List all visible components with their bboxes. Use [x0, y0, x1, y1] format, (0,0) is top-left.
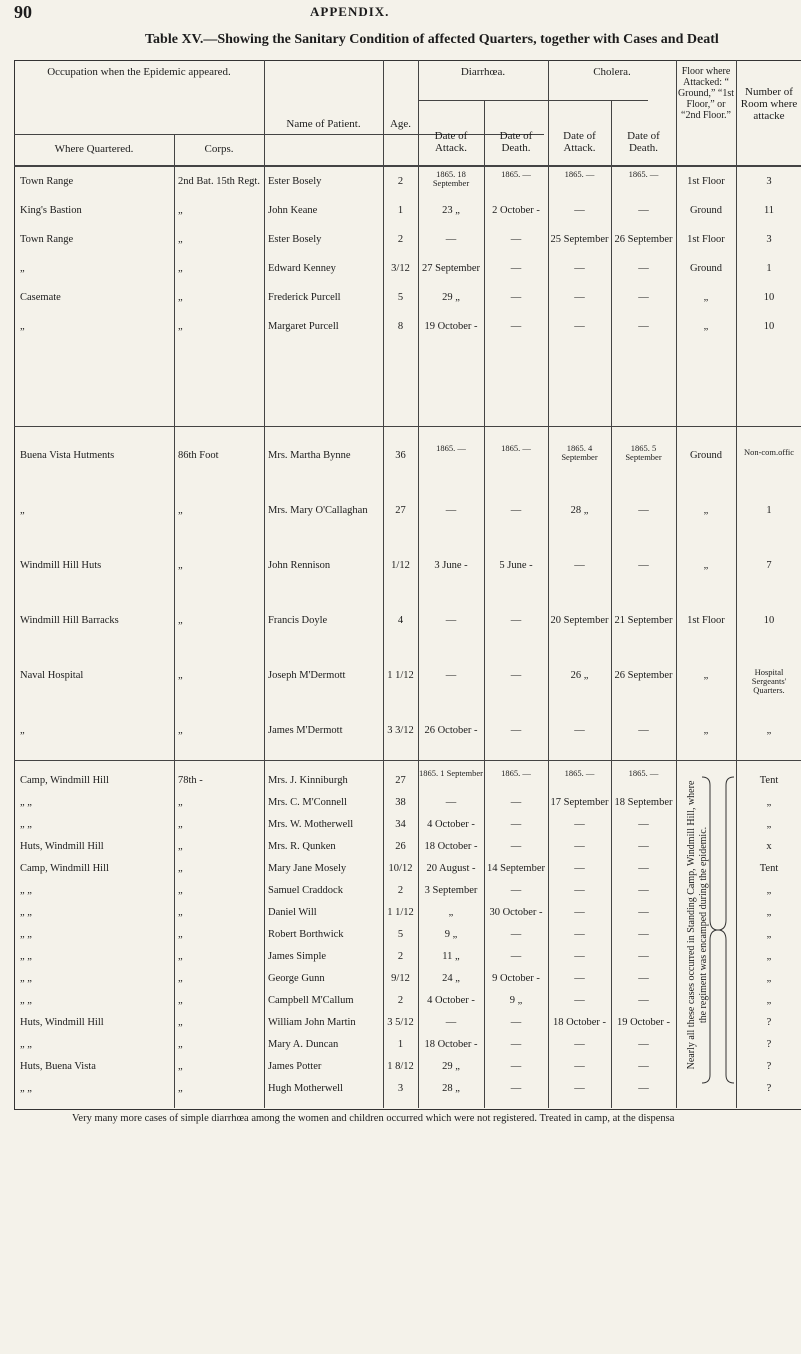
cell-age: 3/12 [391, 263, 410, 274]
cell-age: 5 [397, 929, 404, 940]
cell-dd: 1865. — [501, 443, 531, 453]
cell-da: 11 „ [442, 951, 460, 962]
cell-dd: — [510, 951, 522, 962]
cell-where: „ „ [20, 907, 32, 918]
cell-dd: 14 September [486, 863, 546, 874]
cell-ca: 20 September [550, 615, 609, 626]
cell-age: 2 [397, 995, 404, 1006]
cell-cd: — [638, 929, 649, 940]
header-where-quartered: Where Quartered. [54, 143, 134, 155]
cell-room: 10 [763, 292, 775, 303]
cell-floor: 1st Floor [687, 234, 725, 245]
cell-da: 3 September [424, 885, 478, 896]
cell-age: 9/12 [391, 973, 410, 984]
cell-ca: 1865. 4 September [561, 443, 598, 462]
cell-room: „ [766, 819, 772, 830]
cell-ca: — [574, 725, 585, 736]
cell-corps: „ [178, 725, 183, 736]
cell-da: 1865. 18 September [432, 169, 470, 188]
cell-da: „ [448, 907, 454, 918]
cell-da: 29 „ [442, 292, 460, 303]
cell-dd: 5 June - [499, 560, 533, 571]
cell-name: James Potter [268, 1061, 322, 1072]
cell-dd: — [510, 819, 522, 830]
group3-note: Nearly all these cases occurred in Standing Camp, Windmill Hill, where the regiment was encamped during the epidemic. [686, 780, 709, 1070]
cell-da: 29 „ [442, 1061, 460, 1072]
cell-ca: 17 September [550, 797, 609, 808]
cell-age: 3 5/12 [387, 1017, 414, 1028]
cell-age: 8 [397, 321, 404, 332]
cell-age: 1 1/12 [387, 670, 414, 681]
cell-cd: — [638, 505, 649, 516]
header-corps: Corps. [204, 143, 234, 155]
cell-name: Frederick Purcell [268, 292, 341, 303]
header-diarrhoea-attack: Date of Attack. [434, 130, 468, 154]
cell-cd: 26 September [614, 234, 673, 245]
cell-dd: — [510, 841, 522, 852]
cell-da: — [445, 234, 457, 245]
cell-name: James Simple [268, 951, 327, 962]
cell-da: 4 October - [427, 819, 475, 830]
cell-room: „ [766, 929, 772, 940]
cell-ca: — [574, 205, 585, 216]
cell-da: 23 „ [442, 205, 460, 216]
cell-da: 18 October - [424, 1039, 478, 1050]
running-head: APPENDIX. [310, 4, 390, 19]
header-floor: Floor where Attacked: “ Ground,” “1st Floor,” or “2nd Floor.” [677, 66, 735, 121]
cell-ca: 28 „ [570, 505, 589, 516]
cell-floor: 1st Floor [687, 176, 725, 187]
cell-ca: 1865. — [564, 768, 595, 778]
col-rule [264, 60, 265, 1108]
cell-ca: — [574, 885, 585, 896]
cell-name: John Rennison [268, 560, 331, 571]
cell-cd: — [638, 1083, 649, 1094]
cell-name: Daniel Will [268, 907, 317, 918]
cell-room: ? [766, 1039, 772, 1050]
cell-cd: — [638, 819, 649, 830]
table-title: Table XV.—Showing the Sanitary Condition of affected Quarters, together with Cases and Deatl [145, 32, 719, 47]
cell-cd: — [638, 1061, 649, 1072]
cell-da: 1865. 1 September [419, 768, 483, 778]
cell-where: „ „ [20, 973, 32, 984]
cell-ca: — [574, 1039, 585, 1050]
cell-where: Huts, Windmill Hill [20, 841, 104, 852]
cell-where: „ „ [20, 995, 32, 1006]
cell-name: Mary Jane Mosely [268, 863, 347, 874]
cell-room: Tent [759, 775, 779, 786]
cell-ca: — [574, 1061, 585, 1072]
cell-where: Buena Vista Hutments [20, 450, 115, 461]
cell-where: Camp, Windmill Hill [20, 775, 109, 786]
cell-corps: „ [178, 292, 183, 303]
cell-cd: — [638, 725, 649, 736]
cell-cd: — [638, 995, 649, 1006]
cell-where: „ „ [20, 1039, 32, 1050]
cell-room: „ [766, 973, 772, 984]
header-diarrhoea-death: Date of Death. [499, 130, 533, 154]
cell-name: Samuel Craddock [268, 885, 343, 896]
cell-room: ? [766, 1017, 772, 1028]
cell-name: George Gunn [268, 973, 325, 984]
cell-da: — [445, 797, 457, 808]
cell-dd: — [510, 725, 522, 736]
cell-age: 27 [395, 775, 406, 786]
header-rule [418, 100, 648, 101]
cell-corps: „ [178, 797, 183, 808]
group3-braces [700, 775, 736, 1085]
cell-room: x [766, 841, 772, 852]
cell-room: 10 [763, 615, 775, 626]
cell-corps: „ [178, 863, 183, 874]
cell-room: „ [766, 797, 772, 808]
cell-floor: Ground [689, 263, 723, 274]
cell-room: 11 [763, 205, 775, 216]
cell-cd: 26 September [614, 670, 673, 681]
cell-room: Tent [759, 863, 779, 874]
cell-name: William John Martin [268, 1017, 356, 1028]
cell-ca: 18 October - [552, 1017, 607, 1028]
header-room: Number of Room where attacke [740, 86, 798, 122]
cell-cd: 19 October - [616, 1017, 671, 1028]
cell-where: „ [20, 725, 25, 736]
cell-where: „ [20, 263, 25, 274]
cell-room: „ [766, 885, 772, 896]
cell-floor: Ground [689, 205, 723, 216]
cell-room: 1 [766, 263, 772, 274]
cell-where: Town Range [20, 234, 74, 245]
cell-floor: 1st Floor [687, 615, 725, 626]
cell-floor: „ [703, 725, 709, 736]
cell-room: „ [766, 907, 772, 918]
cell-name: Mrs. Martha Bynne [268, 450, 351, 461]
cell-floor: „ [703, 670, 709, 681]
cell-age: 2 [397, 951, 404, 962]
cell-floor: „ [703, 321, 709, 332]
cell-where: „ „ [20, 1083, 32, 1094]
cell-where: „ „ [20, 929, 32, 940]
cell-room: ? [766, 1083, 772, 1094]
cell-age: 38 [395, 797, 406, 808]
cell-da: 19 October - [424, 321, 478, 332]
cell-cd: 21 September [614, 615, 673, 626]
cell-da: 18 October - [424, 841, 478, 852]
cell-corps: „ [178, 885, 183, 896]
cell-ca: 25 September [550, 234, 609, 245]
cell-dd: — [510, 1017, 522, 1028]
cell-dd: — [510, 263, 522, 274]
cell-corps: „ [178, 263, 183, 274]
cell-da: — [445, 670, 457, 681]
cell-ca: — [574, 951, 585, 962]
cell-name: Campbell M'Callum [268, 995, 354, 1006]
cell-where: „ „ [20, 797, 32, 808]
cell-where: „ [20, 505, 25, 516]
cell-ca: — [574, 819, 585, 830]
cell-age: 2 [397, 885, 404, 896]
cell-age: 26 [395, 841, 406, 852]
cell-name: Ester Bosely [268, 176, 322, 187]
cell-corps: „ [178, 234, 183, 245]
cell-name: John Keane [268, 205, 318, 216]
cell-room: „ [766, 951, 772, 962]
cell-corps: 86th Foot [178, 450, 219, 461]
cell-room: ? [766, 1061, 772, 1072]
cell-corps: „ [178, 615, 183, 626]
cell-room: 3 [766, 234, 772, 245]
cell-da: — [445, 505, 457, 516]
cell-corps: 2nd Bat. 15th Regt. [178, 176, 260, 187]
cell-where: Huts, Windmill Hill [20, 1017, 104, 1028]
cell-where: Huts, Buena Vista [20, 1061, 96, 1072]
header-occupation: Occupation when the Epidemic appeared. [47, 66, 231, 78]
cell-room: 7 [766, 560, 772, 571]
cell-name: Joseph M'Dermott [268, 670, 346, 681]
col-rule [676, 60, 677, 1108]
cell-cd: — [638, 321, 649, 332]
cell-da: 24 „ [442, 973, 460, 984]
cell-age: 5 [397, 292, 404, 303]
cell-name: James M'Dermott [268, 725, 343, 736]
header-cholera: Cholera. [593, 66, 631, 78]
cell-corps: „ [178, 1061, 183, 1072]
cell-dd: — [510, 292, 522, 303]
cell-corps: 78th - [178, 775, 203, 786]
cell-cd: — [638, 973, 649, 984]
cell-dd: 2 October - [492, 205, 540, 216]
col-rule [174, 134, 175, 1108]
cell-corps: „ [178, 321, 183, 332]
cell-room: 1 [766, 505, 772, 516]
cell-age: 1 [397, 205, 404, 216]
cell-cd: — [638, 907, 649, 918]
cell-dd: 9 October - [492, 973, 540, 984]
header-cholera-attack: Date of Attack. [563, 130, 596, 154]
cell-ca: — [574, 292, 585, 303]
cell-cd: — [638, 885, 649, 896]
cell-ca: 26 „ [570, 670, 589, 681]
cell-da: — [445, 615, 457, 626]
cell-name: Ester Bosely [268, 234, 322, 245]
cell-cd: 1865. 5 September [625, 443, 662, 462]
cell-room: 3 [766, 176, 772, 187]
cell-cd: — [638, 263, 649, 274]
cell-cd: — [638, 292, 649, 303]
cell-age: 1/12 [391, 560, 410, 571]
cell-where: „ „ [20, 819, 32, 830]
cell-dd: 1865. — [501, 169, 531, 179]
cell-name: Mrs. J. Kinniburgh [268, 775, 348, 786]
header-diarrhoea: Diarrhœa. [460, 66, 506, 78]
cell-da: 26 October - [424, 725, 478, 736]
cell-dd: 30 October - [489, 907, 543, 918]
cell-da: 9 „ [444, 929, 458, 940]
cell-age: 4 [397, 615, 404, 626]
cell-corps: „ [178, 670, 183, 681]
cell-where: „ „ [20, 951, 32, 962]
cell-name: Hugh Motherwell [268, 1083, 343, 1094]
cell-dd: — [510, 615, 522, 626]
cell-floor: „ [703, 505, 709, 516]
cell-dd: 1865. — [501, 768, 531, 778]
cell-corps: „ [178, 1039, 183, 1050]
cell-age: 34 [395, 819, 406, 830]
cell-name: Mary A. Duncan [268, 1039, 339, 1050]
footnote: Very many more cases of simple diarrhœa among the women and children occurred which were not registered. Treated in camp, at the dispensa [72, 1113, 675, 1124]
cell-age: 27 [395, 505, 406, 516]
cell-cd: — [638, 841, 649, 852]
cell-da: 20 August - [426, 863, 476, 874]
cell-ca: — [574, 973, 585, 984]
cell-da: 1865. — [436, 443, 466, 453]
cell-ca: — [574, 907, 585, 918]
page-number: 90 [14, 2, 32, 22]
cell-name: Edward Kenney [268, 263, 336, 274]
cell-room: 10 [763, 321, 775, 332]
cell-where: „ [20, 321, 25, 332]
cell-where: „ „ [20, 885, 32, 896]
cell-name: Mrs. C. M'Connell [268, 797, 347, 808]
cell-da: — [445, 1017, 457, 1028]
cell-age: 3 [397, 1083, 404, 1094]
cell-cd: — [638, 205, 649, 216]
cell-dd: — [510, 670, 522, 681]
cell-cd: — [638, 951, 649, 962]
header-age: Age. [389, 118, 412, 130]
cell-ca: — [574, 929, 585, 940]
cell-cd: 18 September [614, 797, 673, 808]
cell-corps: „ [178, 505, 183, 516]
cell-dd: — [510, 885, 522, 896]
cell-cd: 1865. — [628, 169, 659, 179]
cell-where: Town Range [20, 176, 74, 187]
cell-ca: — [574, 321, 585, 332]
header-name: Name of Patient. [286, 118, 361, 130]
cell-cd: — [638, 863, 649, 874]
cell-dd: — [510, 1061, 522, 1072]
cell-da: 4 October - [427, 995, 475, 1006]
cell-where: Windmill Hill Barracks [20, 615, 119, 626]
header-cholera-death: Date of Death. [627, 130, 660, 154]
cell-floor: Ground [689, 450, 723, 461]
cell-dd: — [510, 797, 522, 808]
cell-dd: — [510, 321, 522, 332]
cell-age: 1 [397, 1039, 404, 1050]
cell-cd: — [638, 1039, 649, 1050]
cell-age: 1 8/12 [387, 1061, 414, 1072]
cell-dd: — [510, 1039, 522, 1050]
cell-age: 10/12 [388, 863, 413, 874]
cell-where: King's Bastion [20, 205, 82, 216]
cell-da: 28 „ [442, 1083, 460, 1094]
cell-ca: — [574, 841, 585, 852]
cell-dd: — [510, 1083, 522, 1094]
cell-ca: — [574, 1083, 585, 1094]
cell-where: Windmill Hill Huts [20, 560, 102, 571]
cell-corps: „ [178, 560, 183, 571]
group-rule [14, 760, 801, 761]
cell-ca: — [574, 863, 585, 874]
cell-name: Robert Borthwick [268, 929, 344, 940]
cell-ca: 1865. — [564, 169, 595, 179]
cell-name: Mrs. W. Motherwell [268, 819, 354, 830]
cell-room: „ [766, 725, 772, 736]
cell-da: 27 September [421, 263, 481, 274]
cell-ca: — [574, 995, 585, 1006]
cell-cd: — [638, 560, 649, 571]
cell-dd: — [510, 234, 522, 245]
cell-corps: „ [178, 1017, 183, 1028]
cell-room: Non-com.offic [743, 447, 795, 457]
cell-corps: „ [178, 1083, 183, 1094]
cell-corps: „ [178, 907, 183, 918]
cell-corps: „ [178, 995, 183, 1006]
cell-floor: „ [703, 560, 709, 571]
cell-where: Casemate [20, 292, 61, 303]
cell-corps: „ [178, 973, 183, 984]
cell-ca: — [574, 560, 585, 571]
cell-corps: „ [178, 819, 183, 830]
cell-corps: „ [178, 929, 183, 940]
cell-age: 2 [397, 176, 404, 187]
cell-dd: 9 „ [509, 995, 523, 1006]
cell-where: Naval Hospital [20, 670, 84, 681]
cell-where: Camp, Windmill Hill [20, 863, 109, 874]
cell-name: Mrs. R. Qunken [268, 841, 336, 852]
cell-dd: — [510, 929, 522, 940]
group-rule [14, 426, 801, 427]
cell-ca: — [574, 263, 585, 274]
cell-name: Margaret Purcell [268, 321, 339, 332]
cell-age: 2 [397, 234, 404, 245]
cell-room: „ [766, 995, 772, 1006]
cell-age: 36 [395, 450, 406, 461]
cell-corps: „ [178, 951, 183, 962]
cell-dd: — [510, 505, 522, 516]
cell-name: Mrs. Mary O'Callaghan [268, 505, 368, 516]
cell-corps: „ [178, 205, 183, 216]
cell-cd: 1865. — [628, 768, 659, 778]
cell-name: Francis Doyle [268, 615, 328, 626]
cell-corps: „ [178, 841, 183, 852]
cell-room: Hospital Sergeants' Quarters. [751, 667, 787, 695]
cell-age: 1 1/12 [387, 907, 414, 918]
cell-floor: „ [703, 292, 709, 303]
cell-da: 3 June - [434, 560, 468, 571]
header-rule [14, 165, 801, 167]
cell-age: 3 3/12 [387, 725, 414, 736]
